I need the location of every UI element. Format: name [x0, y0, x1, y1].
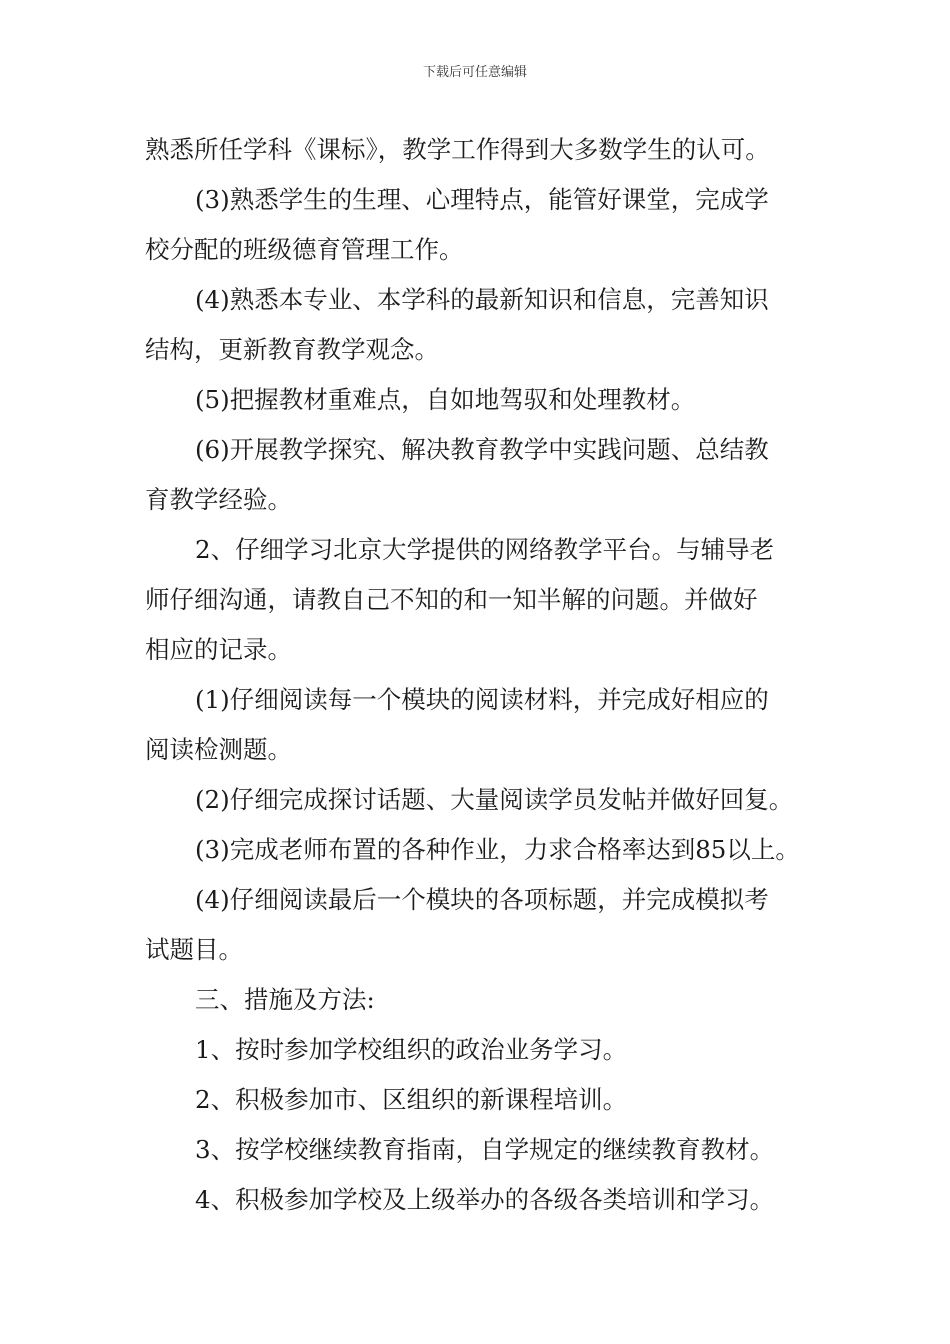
- text-line: (1)仔细阅读每一个模块的阅读材料，并完成好相应的: [195, 685, 769, 714]
- text-line: (6)开展教学探究、解决教育教学中实践问题、总结教: [195, 435, 769, 464]
- text-line: 4、积极参加学校及上级举办的各级各类培训和学习。: [195, 1185, 775, 1214]
- page-header-note: 下载后可任意编辑: [422, 65, 527, 80]
- text-line: 相应的记录。: [145, 635, 292, 664]
- text-line: (4)熟悉本专业、本学科的最新知识和信息，完善知识: [195, 285, 769, 314]
- text-line: 师仔细沟通，请教自己不知的和一知半解的问题。并做好: [145, 585, 758, 614]
- text-line: 2、积极参加市、区组织的新课程培训。: [195, 1085, 628, 1114]
- text-line: (3)完成老师布置的各种作业，力求合格率达到85以上。: [195, 835, 800, 864]
- text-line: 育教学经验。: [145, 485, 292, 514]
- text-line: (5)把握教材重难点，自如地驾驭和处理教材。: [195, 385, 696, 414]
- text-line: 结构，更新教育教学观念。: [145, 335, 439, 364]
- text-line: (3)熟悉学生的生理、心理特点，能管好课堂，完成学: [195, 185, 769, 214]
- text-line: (2)仔细完成探讨话题、大量阅读学员发帖并做好回复。: [195, 785, 794, 814]
- text-line: 2、仔细学习北京大学提供的网络教学平台。与辅导老: [195, 535, 775, 564]
- text-line: 1、按时参加学校组织的政治业务学习。: [195, 1035, 628, 1064]
- text-line: 熟悉所任学科《课标》，教学工作得到大多数学生的认可。: [145, 135, 770, 164]
- section-heading: 三、措施及方法:: [195, 985, 375, 1014]
- text-line: 3、按学校继续教育指南，自学规定的继续教育教材。: [195, 1135, 775, 1164]
- text-line: 试题目。: [145, 935, 243, 964]
- text-line: 阅读检测题。: [145, 735, 292, 764]
- text-line: 校分配的班级德育管理工作。: [145, 235, 464, 264]
- text-line: (4)仔细阅读最后一个模块的各项标题，并完成模拟考: [195, 885, 769, 914]
- document-body: [145, 125, 815, 1225]
